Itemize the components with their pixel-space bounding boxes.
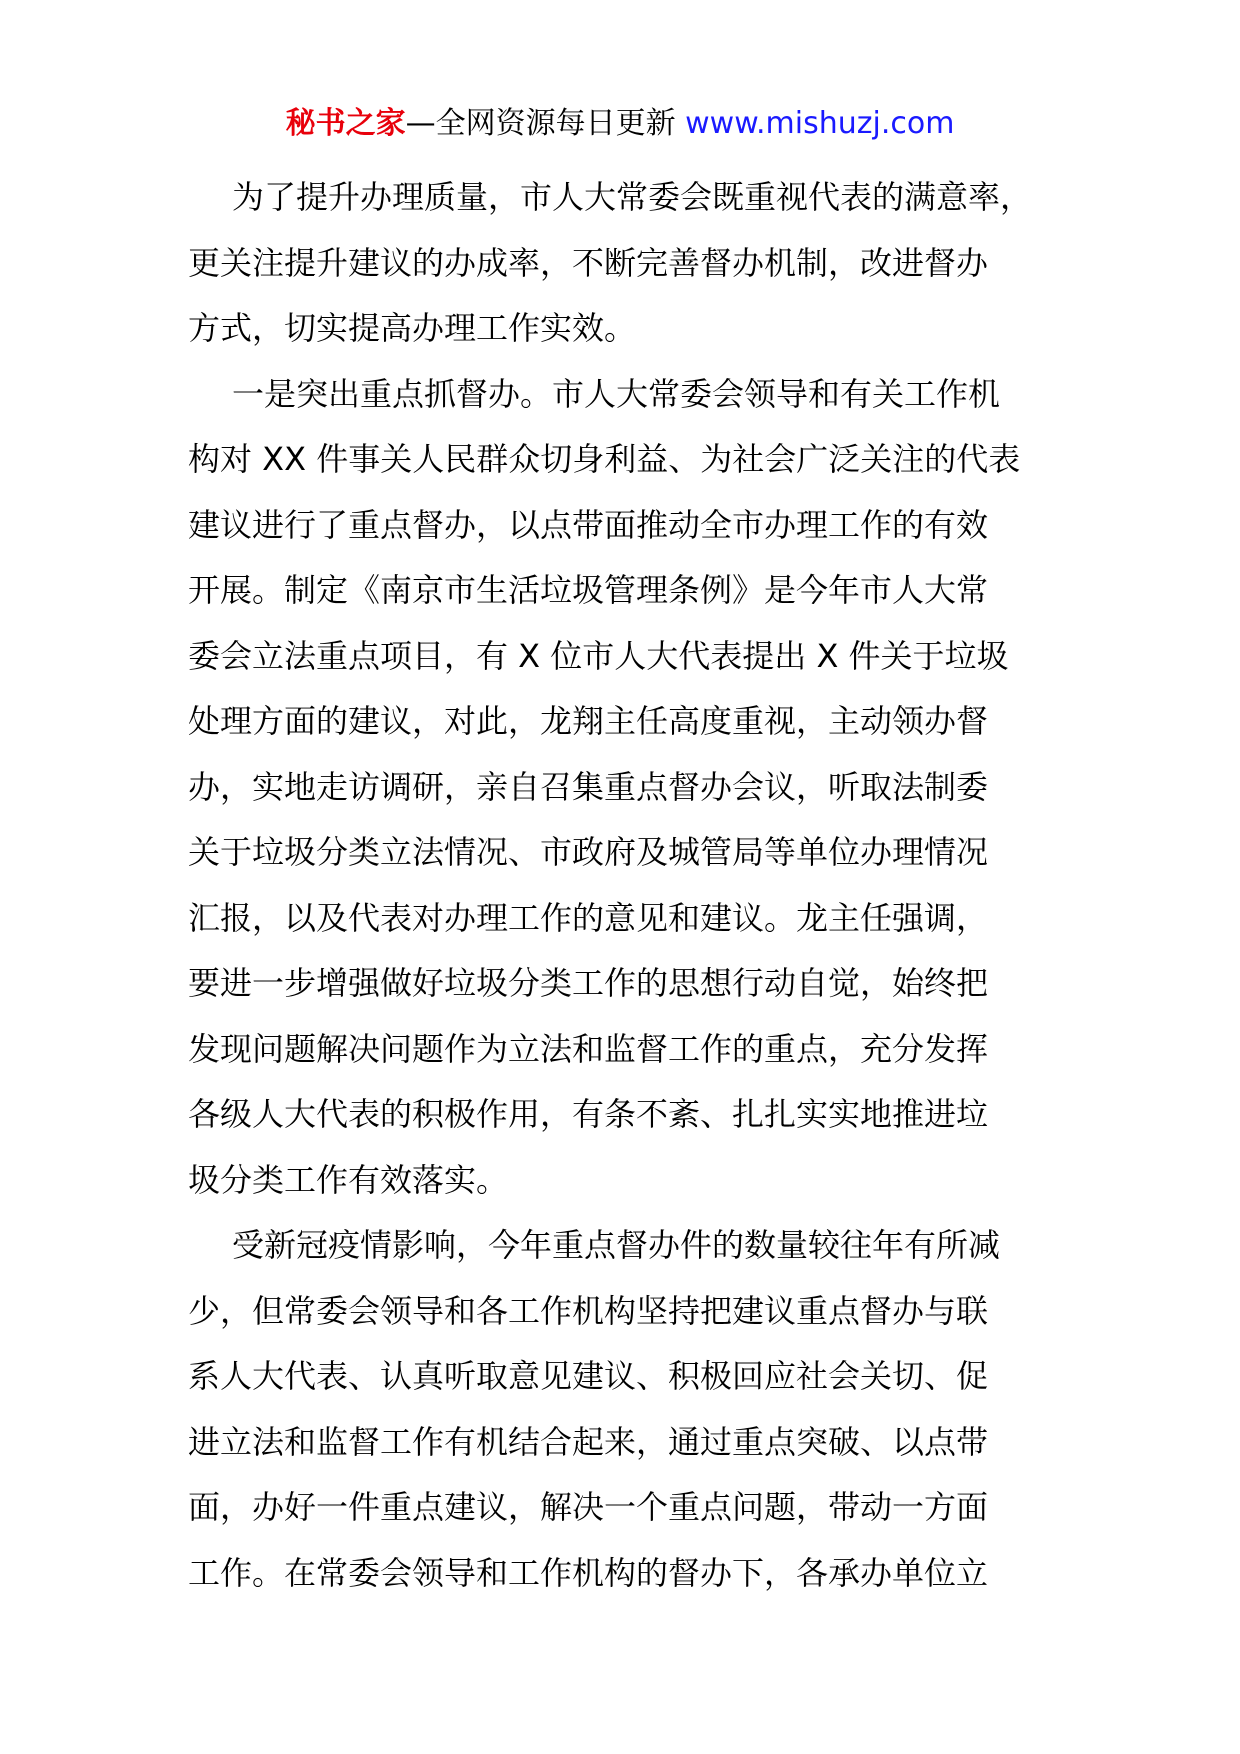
site-tagline: —全网资源每日更新 xyxy=(405,106,676,141)
text-line: 工作。在常委会领导和工作机构的督办下，各承办单位立 xyxy=(188,1553,989,1592)
text-line: 汇报，以及代表对办理工作的意见和建议。龙主任强调， xyxy=(188,898,989,937)
paragraph-2 xyxy=(188,362,1068,1214)
text-line: 圾分类工作有效落实。 xyxy=(188,1160,509,1199)
text-line: 委会立法重点项目，有 X 位市人大代表提出 X 件关于垃圾 xyxy=(188,636,1009,675)
text-line: 为了提升办理质量，市人大常委会既重视代表的满意率， xyxy=(232,178,1033,216)
text-line: 一是突出重点抓督办。市人大常委会领导和有关工作机 xyxy=(232,374,1001,413)
text-line: 要进一步增强做好垃圾分类工作的思想行动自觉，始终把 xyxy=(188,964,989,1002)
text-line: 构对 XX 件事关人民群众切身利益、为社会广泛关注的代表 xyxy=(188,440,1021,478)
text-line: 建议进行了重点督办，以点带面推动全市办理工作的有效 xyxy=(188,505,989,544)
paragraph-1 xyxy=(188,165,1068,362)
text-line: 处理方面的建议，对此，龙翔主任高度重视，主动领办督 xyxy=(188,702,989,740)
text-line: 方式，切实提高办理工作实效。 xyxy=(188,309,637,347)
text-line: 受新冠疫情影响，今年重点督办件的数量较往年有所减 xyxy=(232,1226,1001,1264)
text-line: 更关注提升建议的办成率，不断完善督办机制，改进督办 xyxy=(188,243,989,282)
site-brand: 秘书之家 xyxy=(285,106,406,141)
site-url-link[interactable]: www.mishuzj.com xyxy=(685,106,955,141)
text-line: 面，办好一件重点建议，解决一个重点问题，带动一方面 xyxy=(188,1488,989,1526)
document-body xyxy=(188,165,1068,1606)
text-line: 开展。制定《南京市生活垃圾管理条例》是今年市人大常 xyxy=(188,571,989,609)
text-line: 办，实地走访调研，亲自召集重点督办会议，听取法制委 xyxy=(188,767,989,806)
text-line: 各级人大代表的积极作用，有条不紊、扎扎实实地推进垃 xyxy=(188,1095,989,1133)
text-line: 系人大代表、认真听取意见建议、积极回应社会关切、促 xyxy=(188,1357,989,1395)
site-header xyxy=(0,104,1240,144)
text-line: 少，但常委会领导和各工作机构坚持把建议重点督办与联 xyxy=(188,1291,989,1330)
paragraph-3 xyxy=(188,1213,1068,1606)
text-line: 关于垃圾分类立法情况、市政府及城管局等单位办理情况 xyxy=(188,833,989,871)
text-line: 进立法和监督工作有机结合起来，通过重点突破、以点带 xyxy=(188,1422,989,1461)
text-line: 发现问题解决问题作为立法和监督工作的重点，充分发挥 xyxy=(188,1029,989,1068)
